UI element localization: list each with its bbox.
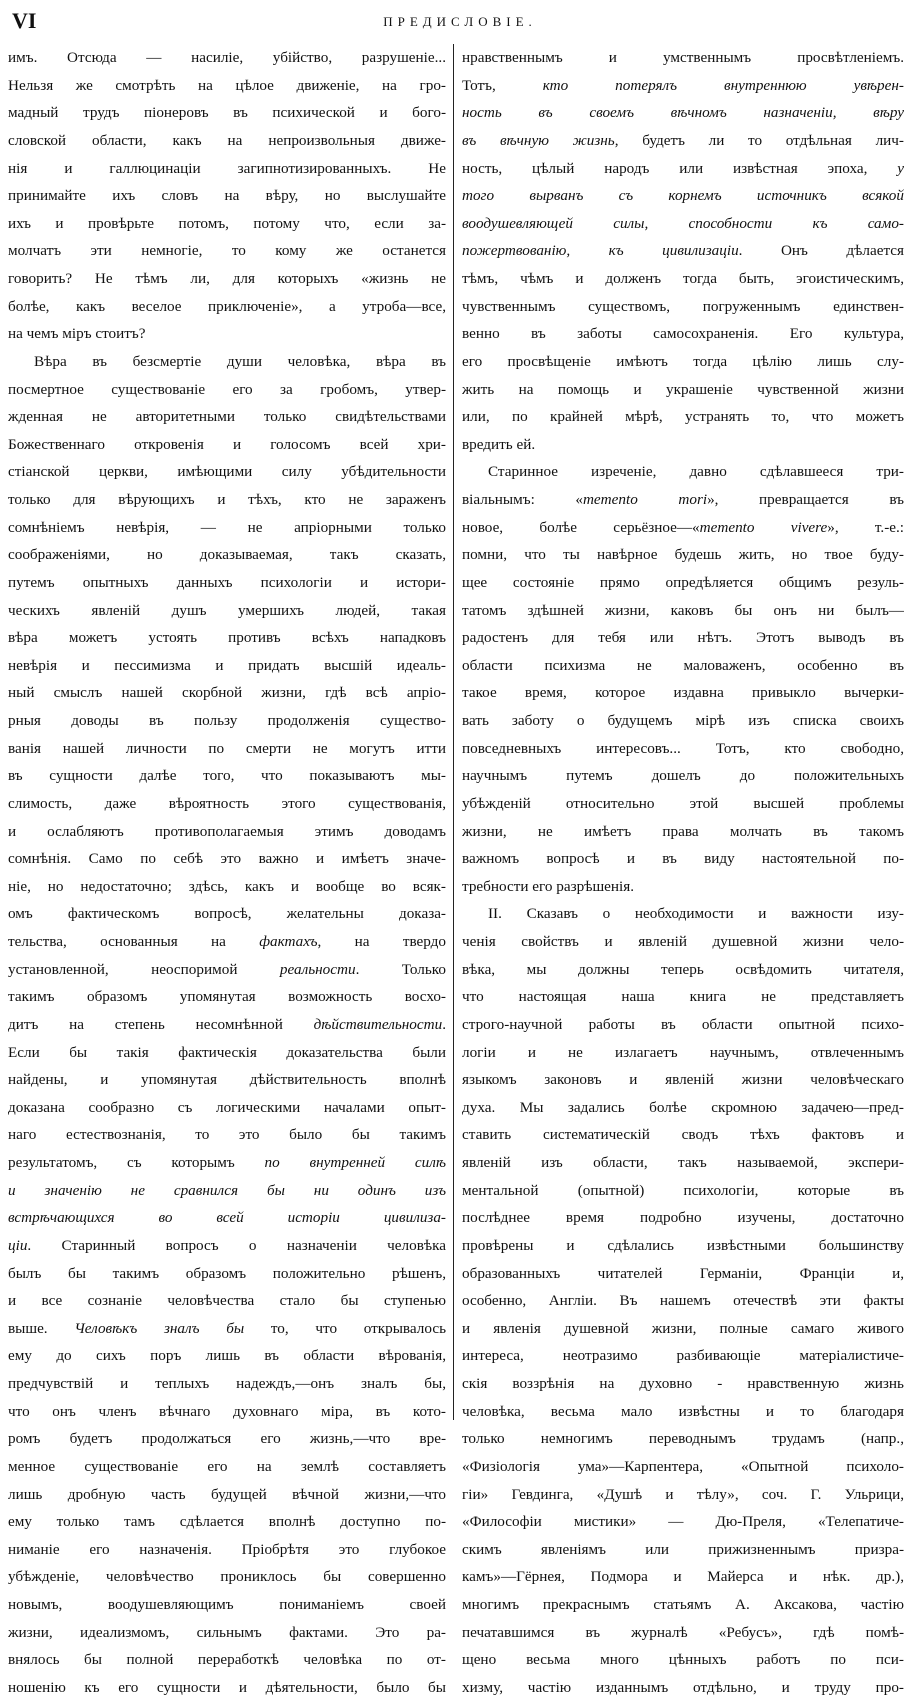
text-line: жизни, идеализмомъ, сильнымъ фактами. Это ра- (8, 1623, 446, 1641)
text-line: такое время, которое издавна привыкло вычерки- (462, 684, 904, 702)
italic-run: по внутренней силѣ (264, 1154, 446, 1171)
text-line: помни, что ты навѣрное будешь жить, но твое буду- (462, 546, 904, 564)
text-line: на чемъ міръ стоитъ? (8, 325, 146, 343)
text-line: пожертвованію, къ цивилизаціи. Онъ дѣлается (462, 242, 904, 260)
text-line (462, 210, 904, 238)
italic-run: ность въ своемъ вѣчномъ назначеніи, вѣру (462, 104, 904, 122)
italic-run: пожертвованію, къ цивилизаціи (462, 242, 739, 260)
italic-run: у (897, 159, 904, 177)
text-line: ченія свойствъ и явленій душевной жизни чело- (462, 933, 904, 950)
text-line: II. Сказавъ о необходимости и важности изу- (488, 905, 904, 923)
text-line: былъ бы такимъ образомъ положительно рѣшенъ, (8, 1264, 446, 1282)
text-line: человѣка, весьма мало извѣстны и то благодаря (462, 1402, 904, 1420)
text-line: нія и галлюцинаціи загипнотизированныхъ. Не (8, 159, 446, 177)
page-number: VI (12, 8, 37, 33)
italic-run: воодушевляющей силы, способности къ само- (462, 214, 904, 232)
text-line: только для вѣрующихъ и тѣхъ, кто не зараженъ (8, 491, 446, 508)
text-line: чувственнымъ существомъ, погруженнымъ единствен- (462, 297, 904, 315)
text-line: доказана сообразно съ логическими началами опыт- (8, 1098, 446, 1116)
text-line: научнымъ путемъ дошелъ до положительныхъ (462, 767, 904, 785)
italic-run: кто потерялъ внутреннюю увѣрен- (542, 76, 904, 94)
text-line: ношенію къ его сущности и дѣятельности, было бы (8, 1678, 446, 1696)
text-line: гіи» Гевдинга, «Душѣ и тѣлу», соч. Г. Ульрици, (462, 1485, 904, 1503)
text-line: важномъ вопросѣ и въ виду настоятельной по- (462, 850, 904, 868)
text-line: новымъ, воодушевляющимъ пониманіемъ своей (8, 1596, 446, 1613)
text-line: молчатъ эти немногіе, то кому же останется (8, 242, 446, 260)
text-line: только немногимъ переводнымъ трудамъ (напр., (462, 1430, 904, 1448)
text-line: интереса, неотразимо разбивающіе матеріалистиче- (462, 1347, 904, 1365)
text-line (8, 1204, 446, 1232)
text-line: строго-научной работы въ области опытной психо- (462, 1015, 904, 1033)
text-line: віальнымъ: «memento mori», превращается въ (462, 491, 904, 508)
text-line: ванія нашей личности по смерти не могутъ итти (8, 739, 446, 757)
text-line: его просвѣщеніе имѣютъ тогда цѣлію лишь слу- (462, 352, 904, 370)
text-line: слимость, даже вѣроятность этого существованія, (8, 794, 446, 812)
text-line: радостенъ для тебя или нѣтъ. Этотъ выводъ въ (462, 629, 904, 647)
text-line: скія воззрѣнія на духовно - нравственную жизнь (462, 1375, 904, 1392)
text-line: убѣжденіе, человѣчество прониклось бы совершенно (8, 1568, 446, 1586)
text-line (462, 99, 904, 127)
text-line: тельства, основанныя на фактахъ, на твердо (8, 933, 446, 950)
text-line: ческихъ явленій душъ умершихъ людей, такая (8, 601, 446, 619)
text-line: ему до сихъ поръ лишь въ области вѣрованія, (8, 1347, 446, 1365)
column-divider (453, 44, 454, 1420)
text-line: вредить ей. (462, 435, 536, 453)
right-column (462, 44, 904, 1702)
text-line: посмертное существованіе его за гробомъ, утвер- (8, 380, 446, 398)
text-line: ность, цѣлый народъ или извѣстная эпоха, у (462, 159, 904, 177)
text-line: явленій изъ области, такъ называемой, экспери- (462, 1154, 904, 1171)
left-column (8, 44, 446, 1702)
text-line: камъ»—Гёрнея, Подмора и Майерса и нѣк. др.), (462, 1568, 904, 1586)
text-line: ментальной (опытной) психологіи, которые въ (462, 1181, 904, 1199)
text-line: логіи и не излагаетъ научнымъ, отвлеченнымъ (462, 1043, 904, 1061)
text-line: Вѣра въ безсмертіе души человѣка, вѣра въ (34, 352, 446, 370)
italic-run: и значенію не сравнился бы ни одинъ изъ (8, 1181, 446, 1199)
text-line: Если бы такія фактическія доказательства были (8, 1043, 446, 1061)
text-line: внялось бы полной переработкѣ человѣка по от- (8, 1651, 446, 1669)
italic-run: того вырванъ съ корнемъ источникъ всякой (462, 187, 904, 205)
text-line: «Философіи мистики» — Дю-Преля, «Телепатиче- (462, 1513, 904, 1531)
text-line: что онъ членъ вѣчнаго духовнаго міра, въ кото- (8, 1402, 446, 1420)
text-line: словской области, какъ на непроизвольныя движе- (8, 131, 446, 149)
text-line: хизму, частію изданнымъ отдѣльно, и труду про- (462, 1678, 904, 1696)
text-line: установленной, неоспоримой реальности. Только (8, 960, 446, 978)
text-line: особенно, Англіи. Въ нашемъ отечествѣ эти факты (462, 1292, 904, 1310)
text-line: татомъ здѣшней жизни, каковъ бы онъ ни былъ— (462, 601, 904, 619)
text-line: «Физіологія ума»—Карпентера, «Опытной психоло- (462, 1457, 904, 1475)
text-line (462, 182, 904, 210)
text-line: болѣе, какъ веселое приключеніе», а утроба—все, (8, 297, 446, 315)
text-line: тѣмъ, чѣмъ и долженъ тогда быть, эгоистическимъ, (462, 270, 904, 287)
text-line: щее состояніе прямо опредѣляется общимъ резуль- (462, 573, 904, 591)
text-line: венно въ заботы самосохраненія. Его культура, (462, 325, 904, 343)
italic-run: ціи (8, 1236, 28, 1254)
text-line: Старинное изреченіе, давно сдѣлавшееся три- (488, 463, 904, 481)
text-line: соображеніями, но доказываемая, такъ сказать, (8, 546, 446, 564)
text-line: что настоящая наша книга не представляетъ (462, 988, 904, 1006)
text-line: духа. Мы задались болѣе скромною задачею—пред- (462, 1098, 904, 1116)
text-line: въ вѣчную жизнь, будетъ ли то отдѣльная лич- (462, 131, 904, 149)
text-line: ный смыслъ нашей скорбной жизни, гдѣ всѣ апріо- (8, 684, 446, 702)
text-line: вать заботу о будущемъ мірѣ изъ списка своихъ (462, 712, 904, 729)
text-line: послѣднее время подробно изучены, достаточно (462, 1209, 904, 1227)
text-line: вѣка, мы должны теперь освѣдомить читателя, (462, 960, 904, 978)
text-line: печатавшимся въ журналѣ «Ребусъ», гдѣ помѣ- (462, 1623, 904, 1641)
text-line: ромъ будетъ продолжаться его жизнь,—что вре- (8, 1430, 446, 1448)
italic-run: фактахъ (259, 933, 318, 950)
text-line: менное существованіе его на землѣ составляетъ (8, 1457, 446, 1475)
italic-run: memento vivere (699, 518, 828, 536)
text-line: сомнѣнія. Само по себѣ это важно и имѣетъ значе- (8, 850, 446, 868)
text-line: скимъ явленіямъ или прижизненнымъ призра- (462, 1540, 904, 1558)
page-header (10, 8, 910, 38)
text-line: нравственнымъ и умственнымъ просвѣтленіемъ. (462, 49, 904, 66)
text-line: жить на помощь и украшеніе чувственной жизни (462, 380, 904, 398)
text-line: стіанской церкви, имѣющими силу убѣдительности (8, 463, 446, 481)
text-line: въ сущности далѣе того, что показываютъ мы- (8, 767, 446, 785)
text-line: мадный трудъ піонеровъ въ психической и бого- (8, 104, 446, 122)
italic-run: memento mori (582, 491, 708, 508)
running-title: ПРЕДИСЛОВІЕ. (383, 14, 537, 29)
text-line: многимъ прекраснымъ статьямъ А. Аксакова, частію (462, 1596, 904, 1613)
text-line: Божественнаго откровенія и голосомъ всей хри- (8, 435, 446, 453)
text-line: и все сознаніе человѣчества стало бы ступенью (8, 1292, 446, 1310)
text-line: Нельзя же смотрѣть на цѣлое движеніе, на гро- (8, 76, 446, 94)
italic-run: въ вѣчную жизнь (462, 131, 615, 149)
text-line: говорить? Не тѣмъ ли, для которыхъ «жизнь не (8, 270, 446, 287)
text-line: убѣжденій относительно этой высшей проблемы (462, 794, 904, 812)
text-line: требности его разрѣшенія. (462, 877, 635, 895)
text-line: такимъ образомъ упомянутая возможность восхо- (8, 988, 446, 1006)
text-line: жизни, не имѣетъ права молчать въ такомъ (462, 822, 904, 840)
text-line: наго естествознанія, то это было бы такимъ (8, 1126, 446, 1144)
text-line: или, по крайней мѣрѣ, устранять то, что можетъ (462, 408, 904, 426)
text-line: и явленія душевной жизни, полные самаго живого (462, 1319, 904, 1337)
text-line: жденная не авторитетными только свидѣтельствами (8, 408, 446, 426)
text-line: новое, болѣе серьёзное—«memento vivere», т.-е.: (462, 518, 904, 536)
text-line: Тотъ, кто потерялъ внутреннюю увѣрен- (462, 76, 904, 94)
text-line: имъ. Отсюда — насиліе, убійство, разрушеніе... (8, 49, 446, 66)
text-line: омъ фактическомъ вопросѣ, желательны доказа- (8, 905, 446, 923)
text-line: ему только тамъ сдѣлается вполнѣ доступно по- (8, 1513, 446, 1531)
text-line: щено весьма много цѣнныхъ работъ по пси- (462, 1651, 904, 1669)
italic-run: дѣйствительности (313, 1015, 443, 1033)
text-line: найдены, и упомянутая дѣйствительность вполнѣ (8, 1071, 446, 1089)
italic-run: реальности (279, 960, 356, 978)
text-line: области психизма не маловаженъ, особенно въ (462, 656, 904, 674)
text-line: ниманіе его назначенія. Пріобрѣтя это глубокое (8, 1540, 446, 1558)
text-line: путемъ опытныхъ данныхъ психологіи и истори- (8, 573, 446, 591)
text-line: вѣра можетъ устоять противъ всѣхъ нападковъ (8, 629, 446, 647)
text-line: ніе, но недостаточно; здѣсь, какъ и вообще во всяк- (8, 877, 446, 895)
text-line: провѣрены и сдѣлались извѣстными большинству (462, 1236, 904, 1254)
text-line: результатомъ, съ которымъ по внутренней силѣ (8, 1154, 446, 1171)
text-line: невѣрія и пессимизма и придать высшій идеаль- (8, 656, 446, 674)
text-line: и ослабляютъ противополагаемыя этимъ доводамъ (8, 822, 446, 840)
text-line: ставить систематическій сводъ тѣхъ фактовъ и (462, 1126, 904, 1144)
text-line: рныя доводы въ пользу продолженія существо- (8, 712, 446, 729)
text-line: ціи. Старинный вопросъ о назначеніи человѣка (8, 1236, 446, 1254)
text-line: сомнѣніемъ невѣрія, — не апріорными только (8, 518, 446, 536)
text-line: принимайте ихъ словъ на вѣру, но выслушайте (8, 187, 446, 205)
text-line: образованныхъ читателей Германіи, Франціи и, (462, 1264, 904, 1282)
text-line: лишь дробную часть будущей вѣчной жизни,—что (8, 1485, 446, 1503)
text-line: предчувствій и теплыхъ надеждъ,—онъ зналъ бы, (8, 1375, 446, 1392)
text-line: выше. Человѣкъ зналъ бы то, что открывалось (8, 1319, 446, 1337)
text-line: повседневныхъ интересовъ... Тотъ, кто свободно, (462, 739, 904, 757)
italic-run: встрѣчающихся во всей исторіи цивилиза- (8, 1209, 446, 1227)
text-line: языкомъ законовъ и явленій жизни человѣческаго (462, 1071, 904, 1089)
text-line: дитъ на степень несомнѣнной дѣйствительности. (8, 1015, 446, 1033)
italic-run: Человѣкъ зналъ бы (74, 1319, 245, 1337)
text-line (8, 1177, 446, 1205)
text-line: ихъ и провѣрьте потомъ, потому что, если за- (8, 214, 446, 232)
